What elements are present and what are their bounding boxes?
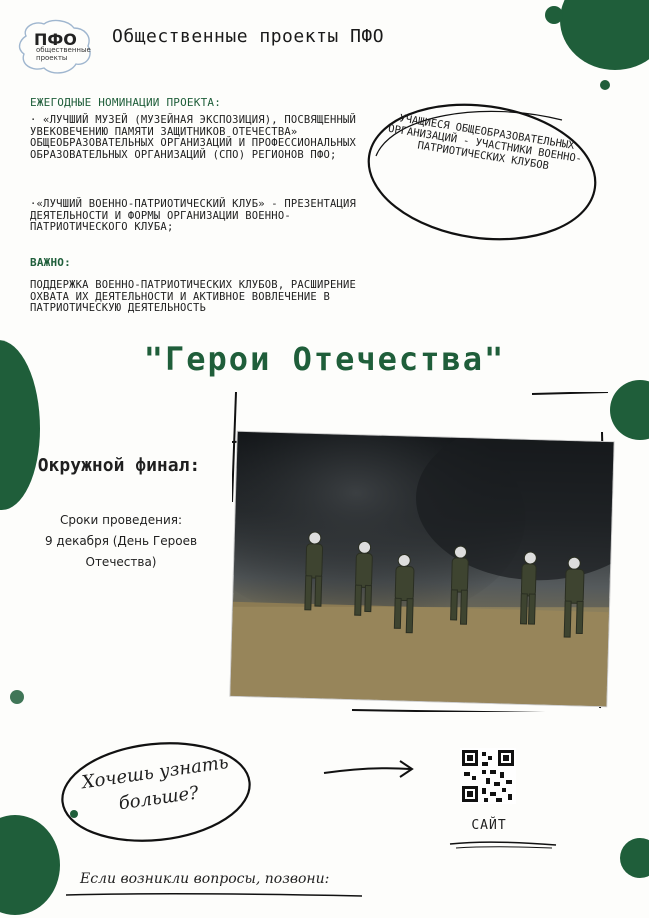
contact-prompt: Если возникли вопросы, позвони: [80, 871, 330, 887]
site-label[interactable]: САЙТ [471, 818, 507, 833]
nominations-heading: ЕЖЕГОДНЫЕ НОМИНАЦИИ ПРОЕКТА: [30, 96, 222, 109]
logo-subtitle: общественные проекты [36, 46, 91, 62]
splatter-top-right [560, 0, 649, 70]
splatter-mid-left-drop [10, 690, 24, 704]
org-title: Общественные проекты ПФО [112, 26, 385, 47]
splatter-top-right-drop [545, 6, 563, 24]
footer-underline [64, 890, 364, 900]
important-label: ВАЖНО: [30, 256, 71, 269]
site-underline [448, 838, 558, 850]
logo-abbr: ПФО [34, 30, 77, 49]
splatter-bottom-right [620, 838, 649, 878]
dates-block [36, 510, 206, 573]
arrow-right-icon [322, 755, 418, 785]
nomination-item: ·«ЛУЧШИЙ ВОЕННО-ПАТРИОТИЧЕСКИЙ КЛУБ» - ПРЕЗЕНТАЦИЯ ДЕЯТЕЛЬНОСТИ И ФОРМЫ ОРГАНИЗАЦИИ ВОЕННО-ПАТРИОТИЧЕСКОГО КЛУБА; [30, 198, 357, 233]
dates-value: 9 декабря (День Героев Отечества) [44, 534, 198, 569]
splatter-bottom-left [0, 815, 60, 915]
dates-label: Сроки проведения: [59, 513, 183, 527]
splatter-top-right-drop [600, 80, 610, 90]
final-title: Окружной финал: [37, 455, 201, 476]
participants-text: УЧАЩИЕСЯ ОБЩЕОБРАЗОВАТЕЛЬНЫХ ОРГАНИЗАЦИЙ - УЧАСТНИКИ ВОЕННО-ПАТРИОТИЧЕСКИХ КЛУБОВ [387, 112, 583, 173]
cadets-illustration [230, 432, 613, 706]
main-title: "Герои Отечества" [143, 340, 506, 378]
nomination-item: · «ЛУЧШИЙ МУЗЕЙ (МУЗЕЙНАЯ ЭКСПОЗИЦИЯ), ПОСВЯЩЕННЫЙ УВЕКОВЕЧЕНИЮ ПАМЯТИ ЗАЩИТНИКОВ ОТЕЧЕСТВА» ОБЩЕОБРАЗОВАТЕЛЬНЫХ ОРГАНИЗАЦИЙ И ПРОФЕССИОНАЛЬНЫХ ОБРАЗОВАТЕЛЬНЫХ ОРГАНИЗАЦИЙ (СПО) РЕГИОНОВ ПФО; [30, 114, 357, 161]
important-text: ПОДДЕРЖКА ВОЕННО-ПАТРИОТИЧЕСКИХ КЛУБОВ, РАСШИРЕНИЕ ОХВАТА ИХ ДЕЯТЕЛЬНОСТИ И АКТИВНОЕ ВОВЛЕЧЕНИЕ В ПАТРИОТИЧЕСКУЮ ДЕЯТЕЛЬНОСТЬ [30, 279, 357, 314]
splatter-right [610, 380, 649, 440]
qr-code-icon[interactable] [460, 748, 516, 804]
question-text[interactable]: Хочешь узнать больше? [80, 751, 230, 815]
cadets-photo [230, 432, 613, 706]
